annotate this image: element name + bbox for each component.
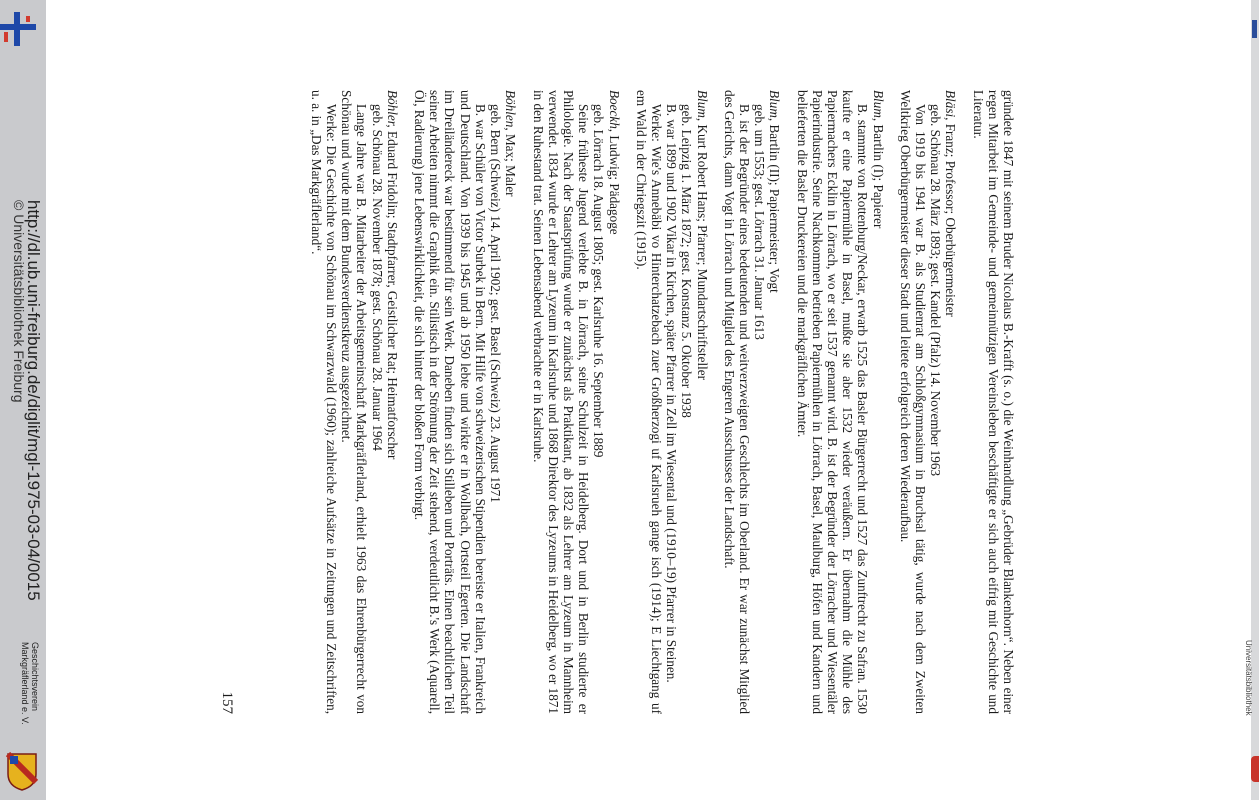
entry-paragraph: Von 1919 bis 1941 war B. als Studienrat am Schloßgymnasium in Bruchsal tätig, wurde nach dem Zweiten Weltkrieg Oberbürgermeister dieser Stadt und leitete erfolgreich deren Wiederaufbau. (897, 90, 928, 714)
university-logo-icon (0, 10, 36, 50)
entry-paragraph: Lange Jahre war B. Mitarbeiter der Arbeitsgemeinschaft Markgräflerland, erhielt 1963 das Ehrenbürgerrecht von Schönau und wurde mit dem Bundesverdienstkreuz ausgezeichnet. (339, 90, 370, 714)
entry-dates: geb. Lörrach 18. August 1805; gest. Karlsruhe 16. September 1889 (591, 104, 607, 458)
entry-heading (943, 90, 958, 714)
biography-entry (794, 90, 885, 714)
entry-title: Bartlin (I); Papierer (870, 121, 886, 229)
page-text (309, 90, 1016, 714)
entry-surname: Bläsi, (943, 90, 959, 121)
biography-entry (412, 90, 518, 714)
library-mark-icon (1252, 20, 1257, 38)
biography-entry (722, 90, 783, 714)
biography-entry (309, 90, 400, 714)
viewer-side-panel (0, 0, 46, 800)
entry-heading (503, 90, 518, 714)
entry-surname: Blum, (767, 90, 783, 122)
entry-title: Franz; Professor; Oberbürgermeister (943, 120, 959, 317)
entry-surname: Blum, (870, 90, 886, 122)
viewer-right-panel (1244, 0, 1259, 800)
entry-paragraph: B. war Schüler von Victor Surbek in Bern. Mit Hilfe von schweizerischen Stipendien bereiste er Italien, Frankreich und Deutschland. Von 1939 bis 1945 und ab 1950 lebte und wirkte er in Wollbach, Ortsteil Egerten. Die Landschaft im Dreiländereck war bestimmend für sein Werk. Daneben finden sich Stilleben und Porträts. Einen beachtlichen Teil seiner Arbeiten nimmt die Graphik ein. Stilistisch in der Strömung der Zeit stehend, verdeutlicht B.'s Werk (Aquarell, Öl, Radierung) jene Lebenswirklichkeit, die sich hinter der bloßen Form verbirgt. (412, 90, 488, 714)
entry-paragraph: B. war 1899 und 1902 Vikar in Kirchen, später Pfarrer in Zell im Wiesental und (1910–19) Pfarrer in Steinen. (664, 104, 680, 683)
society-name-line1: Geschichtsverein (30, 642, 40, 712)
entry-title: Eduard Fridolin; Stadtpfarrer, Geistlicher Rat; Heimatforscher (384, 127, 400, 460)
right-label-text: Universitätsbibliothek (1244, 640, 1253, 716)
entry-heading (767, 90, 782, 714)
entry-surname: Blum, (694, 90, 710, 122)
entry-surname: Boeckh, (606, 90, 622, 133)
copyright-text: © Universitätsbibliothek Freiburg (11, 200, 27, 403)
scanned-page (210, 82, 1020, 722)
entry-dates: geb. Schönau 28. November 1878; gest. Schönau 28. Januar 1964 (369, 104, 385, 451)
entry-paragraph: B. ist der Begründer eines bedeutenden und weitverzweigten Geschlechts im Oberland. Er war zunächst Mitglied des Gerichts, dann Vogt in Lörrach und Mitglied des Engeren Ausschusses der Landschaft. (721, 90, 752, 714)
permalink-url[interactable]: http://dl.ub.uni-freiburg.de/diglit/mgl-1975-03-04/0015 (24, 200, 43, 601)
entry-surname: Böhlen, (503, 90, 519, 131)
library-badge-icon (1251, 756, 1259, 782)
coat-of-arms-icon (6, 752, 38, 792)
intro-paragraph: gründete 1847 mit seinem Bruder Nicolaus B.-Krafft (s. o.) die Weinhandlung „Gebrüder Blankenhorn“. Neben einer regen Mitarbeit im Gemeinde- und gemeinnützigen Vereinsleben beschäftigte er sich auch eifrig mit Geschichte und Literatur. (970, 90, 1016, 714)
entry-heading (606, 90, 621, 714)
biography-entry (634, 90, 710, 714)
society-name-line2: Markgräflerland e. V. (20, 642, 30, 725)
society-label (0, 642, 46, 752)
entry-title: Bartlin (II); Papiermeister; Vogt (767, 121, 783, 293)
entry-paragraph: Werke: Wie's Annebäbi vo Hinterchatzebach zuer Großherzogi uf Karlsrueh gange isch (1914); E Liechtgang uf em Wald in der Chriegszit (1915). (633, 90, 664, 714)
entry-heading (385, 90, 400, 714)
entry-dates: geb. Leipzig 1. März 1872; gest. Konstanz 5. Oktober 1938 (679, 104, 695, 418)
entry-dates: geb. Bern (Schweiz) 14. April 1902; gest. Basel (Schweiz) 23. August 1971 (488, 104, 504, 503)
entry-heading (870, 90, 885, 714)
entry-title: Kurt Robert Hans; Pfarrer; Mundartschriftsteller (694, 121, 710, 381)
entry-title: Ludwig; Pädagoge (606, 132, 622, 235)
page-number: 157 (219, 691, 235, 714)
biography-entry (898, 90, 959, 714)
biography-entry (530, 90, 621, 714)
entry-paragraph: Seine früheste Jugend verlebte B. in Lörrach, seine Schulzeit in Heidelberg. Dort und in Berlin studierte er Philologie. Nach der Staatsprüfung wurde er zunächst als Praktikant, ab 1832 als Lehrer am Lyzeum in Mannheim verwendet. 1834 wurde er Lehrer am Lyzeum in Karlsruhe und 1868 Direktor des Lyzeums in Heidelberg, wo er 1871 in den Ruhestand trat. Seinen Lebensabend verbrachte er in Karlsruhe. (530, 90, 592, 714)
entry-dates: geb. Schönau 28. März 1893; gest. Kandel (Pfalz) 14. November 1963 (928, 104, 944, 477)
entry-title: Max; Maler (503, 130, 519, 197)
entry-surname: Böhler, (384, 90, 400, 128)
entry-dates: geb. um 1553; gest. Lörrach 31. Januar 1613 (752, 104, 768, 340)
right-label (1243, 640, 1253, 740)
entry-paragraph: B. stammte von Rottenburg/Neckar, erwarb 1525 das Basler Bürgerrecht und 1527 das Zunftrecht zu Safran. 1530 kaufte er eine Papiermühle in Basel, mußte sie aber 1532 wieder veräußern. Er übernahm die Mühle des Papiermachers Ecklin in Lörrach, wo er seit 1537 genannt wird. B. ist der Begründer der Lörracher und Wiesentäler Papierindustrie. Seine Nachkommen betrieben Papiermühlen in Lörrach, Basel, Maulburg, Höfen und Kandern und belieferten die Basler Druckereien und die markgräflichen Ämter. (794, 90, 871, 714)
entry-heading (694, 90, 709, 714)
entry-paragraph: Werke: Die Geschichte von Schönau im Schwarzwald (1960); zahlreiche Aufsätze in Zeitungen und Zeitschriften, u. a. in „Das Markgräflerland“. (308, 90, 340, 714)
